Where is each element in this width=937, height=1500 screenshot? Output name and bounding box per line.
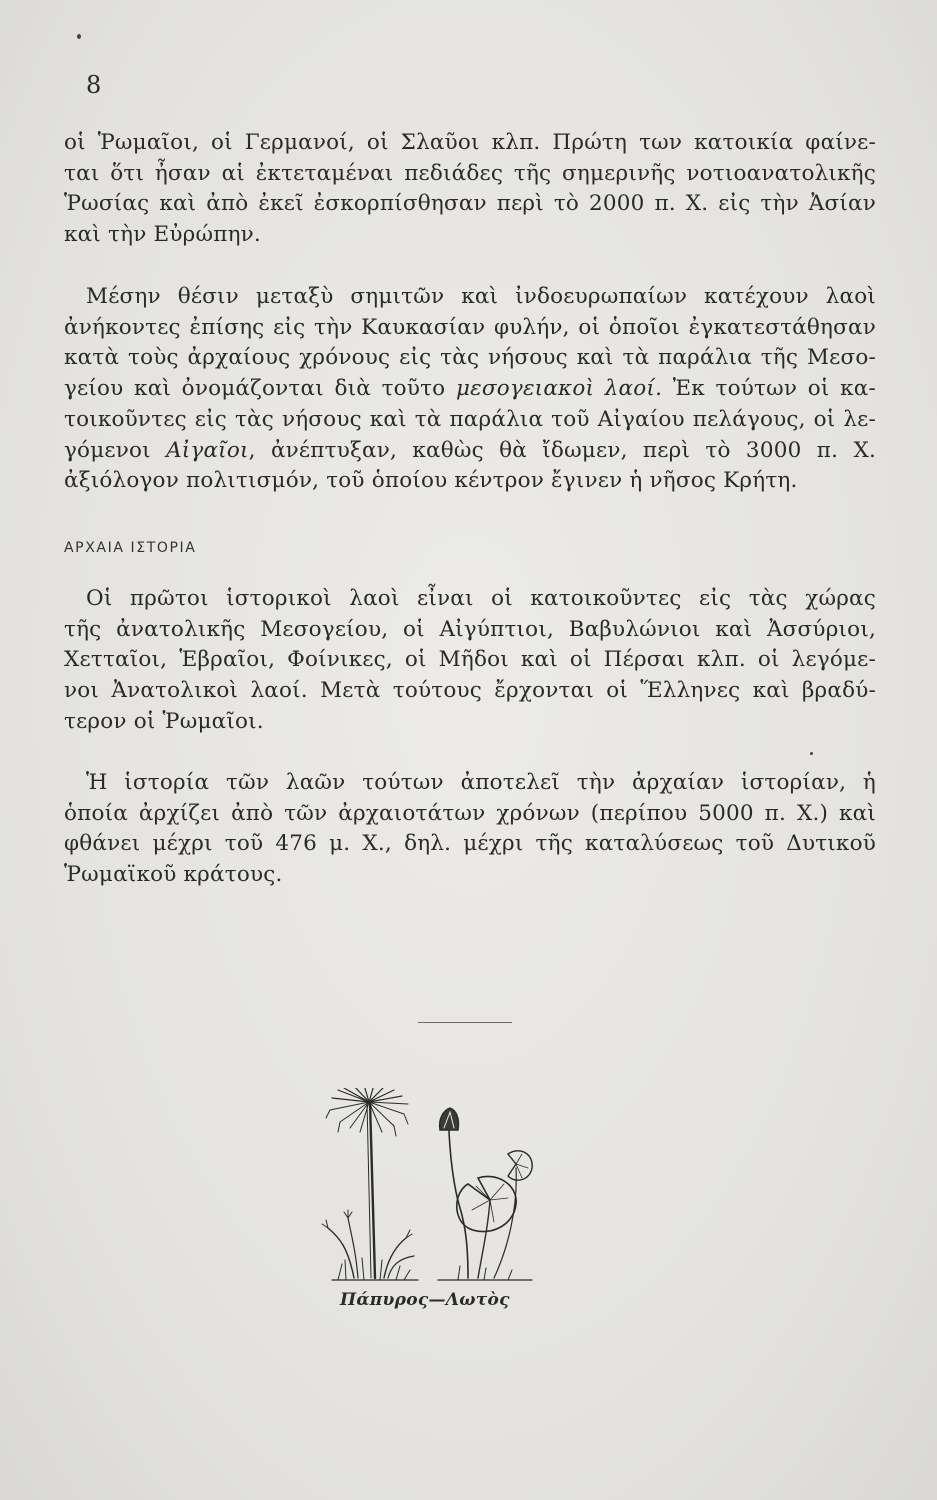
text-line: Ῥωμαϊκοῦ κράτους. bbox=[64, 862, 283, 888]
text-line-with-italic bbox=[64, 436, 876, 467]
text-line: κατὰ τοὺς ἀρχαίους χρόνους εἰς τὰς νήσους καὶ τὰ παράλια τῆς Μεσο- bbox=[64, 345, 876, 371]
text-line: νοι Ἀνατολικοὶ λαοί. Μετὰ τούτους ἔρχονται οἱ Ἕλληνες καὶ βραδύ- bbox=[64, 678, 876, 704]
text-line: Οἱ πρῶτοι ἱστορικοὶ λαοὶ εἶναι οἱ κατοικοῦντες εἰς τὰς χώρας bbox=[86, 586, 876, 611]
page-number: 8 bbox=[86, 71, 102, 99]
papyrus-icon bbox=[322, 1088, 418, 1280]
italic-term: μεσογειακοὶ λαοί bbox=[455, 376, 656, 402]
lotus-icon bbox=[438, 1108, 532, 1280]
text-line-body: γείου καὶ ὀνομάζονται διὰ τοῦτο μεσογειακοὶ λαοί. Ἐκ τούτων οἱ κα- bbox=[64, 376, 876, 402]
text-line: ται ὅτι ἦσαν αἱ ἐκτεταμέναι πεδιάδες τῆς σημερινῆς νοτιοανατολικῆς bbox=[64, 160, 876, 186]
text-line: οἱ Ῥωμαῖοι, οἱ Γερμανοί, οἱ Σλαῦοι κλπ. Πρώτη των κατοικία φαίνε- bbox=[64, 130, 876, 155]
paragraph-continuation bbox=[64, 128, 876, 251]
text-line: Μέσην θέσιν μεταξὺ σημιτῶν καὶ ἰνδοευρωπαίων κατέχουν λαοὶ bbox=[86, 284, 876, 309]
text-line: τερον οἱ Ῥωμαῖοι. bbox=[64, 708, 264, 734]
text-line-body: γόμενοι Αἰγαῖοι, ἀνέπτυξαν, καθὼς θὰ ἴδωμεν, περὶ τὸ 3000 π. Χ. bbox=[64, 437, 876, 463]
paragraph-historical-peoples bbox=[64, 584, 876, 738]
text-line: τῆς ἀνατολικῆς Μεσογείου, οἱ Αἰγύπτιοι, Βαβυλώνιοι καὶ Ἀσσύριοι, bbox=[64, 616, 876, 642]
text-line: Ῥωσίας καὶ ἀπὸ ἐκεῖ ἐσκορπίσθησαν περὶ τὸ 2000 π. Χ. εἰς τὴν Ἀσίαν bbox=[64, 191, 876, 217]
paragraph-mediterranean-peoples bbox=[64, 282, 876, 497]
text-line-with-italic bbox=[64, 374, 876, 405]
text-line: καὶ τὴν Εὐρώπην. bbox=[64, 222, 261, 248]
text-line: φθάνει μέχρι τοῦ 476 μ. Χ., δηλ. μέχρι τῆς καταλύσεως τοῦ Δυτικοῦ bbox=[64, 831, 876, 857]
text-line: ὁποία ἀρχίζει ἀπὸ τῶν ἀρχαιοτάτων χρόνων (περίπου 5000 π. Χ.) καὶ bbox=[64, 800, 876, 826]
text-line: ἀξιόλογον πολιτισμόν, τοῦ ὁποίου κέντρον ἔγινεν ἡ νῆσος Κρήτη. bbox=[64, 468, 798, 494]
text-line: τοικοῦντες εἰς τὰς νήσους καὶ τὰ παράλια τοῦ Αἰγαίου πελάγους, οἱ λε- bbox=[64, 406, 876, 432]
divider-rule bbox=[418, 1022, 512, 1023]
papyrus-lotus-illustration bbox=[318, 1088, 540, 1284]
illustration-caption: Πάπυρος—Λωτὸς bbox=[340, 1290, 510, 1310]
text-line: Ἡ ἱστορία τῶν λαῶν τούτων ἀποτελεῖ τὴν ἀρχαίαν ἱστορίαν, ἡ bbox=[86, 770, 876, 795]
paragraph-ancient-history bbox=[64, 768, 876, 891]
text-line: ἀνήκοντες ἐπίσης εἰς τὴν Καυκασίαν φυλήν, οἱ ὁποῖοι ἐγκατεστάθησαν bbox=[64, 314, 876, 340]
text-line: Χετταῖοι, Ἑβραῖοι, Φοίνικες, οἱ Μῆδοι καὶ οἱ Πέρσαι κλπ. οἱ λεγόμε- bbox=[64, 647, 876, 673]
section-heading: ΑΡΧΑΙΑ ΙΣΤΟΡΙΑ bbox=[64, 540, 197, 556]
italic-term: Αἰγαῖοι bbox=[166, 437, 249, 463]
